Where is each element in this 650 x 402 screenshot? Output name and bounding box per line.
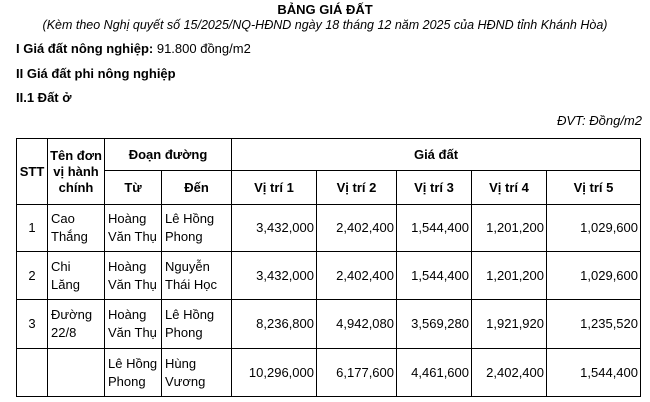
- cell-vi-tri-3: 4,461,600: [397, 349, 472, 397]
- header-vi-tri-3: Vị trí 3: [397, 171, 472, 205]
- cell-den: Hùng Vương: [162, 349, 232, 397]
- cell-tu: Lê Hồng Phong: [105, 349, 162, 397]
- cell-vi-tri-1: 3,432,000: [232, 252, 317, 300]
- header-den: Đến: [162, 171, 232, 205]
- cell-vi-tri-2: 6,177,600: [317, 349, 397, 397]
- cell-ten: [48, 349, 105, 397]
- cell-vi-tri-3: 1,544,400: [397, 205, 472, 252]
- cell-ten: Đường 22/8: [48, 300, 105, 349]
- table-row: [17, 349, 641, 397]
- header-ten-don-vi: Tên đơn vị hành chính: [48, 139, 105, 205]
- cell-stt: 1: [17, 205, 48, 252]
- header-gia-dat: Giá đất: [232, 139, 641, 171]
- cell-vi-tri-4: 1,921,920: [472, 300, 547, 349]
- table-row: [17, 300, 641, 349]
- section-1-value: 91.800 đồng/m2: [156, 41, 251, 56]
- header-vi-tri-2: Vị trí 2: [317, 171, 397, 205]
- header-vi-tri-4: Vị trí 4: [472, 171, 547, 205]
- header-stt: STT: [17, 139, 48, 205]
- cell-vi-tri-1: 8,236,800: [232, 300, 317, 349]
- section-non-agricultural-land: II Giá đất phi nông nghiệp: [16, 66, 176, 81]
- cell-vi-tri-1: 10,296,000: [232, 349, 317, 397]
- cell-ten: Chi Lăng: [48, 252, 105, 300]
- document-subtitle: (Kèm theo Nghị quyết số 15/2025/NQ-HĐND ngày 18 tháng 12 năm 2025 của HĐND tỉnh Khánh Hòa): [42, 18, 608, 32]
- cell-vi-tri-2: 2,402,400: [317, 252, 397, 300]
- header-vi-tri-5: Vị trí 5: [547, 171, 641, 205]
- cell-stt: 2: [17, 252, 48, 300]
- unit-label: ĐVT: Đồng/m2: [556, 113, 642, 128]
- cell-tu: Hoàng Văn Thụ: [105, 252, 162, 300]
- section-1-label: I Giá đất nông nghiệp:: [16, 41, 154, 56]
- land-price-table: [16, 138, 641, 397]
- header-doan-duong: Đoạn đường: [105, 139, 232, 171]
- cell-tu: Hoàng Văn Thụ: [105, 205, 162, 252]
- header-vi-tri-1: Vị trí 1: [232, 171, 317, 205]
- cell-vi-tri-3: 3,569,280: [397, 300, 472, 349]
- cell-vi-tri-3: 1,544,400: [397, 252, 472, 300]
- cell-den: Lê Hồng Phong: [162, 300, 232, 349]
- cell-vi-tri-4: 1,201,200: [472, 205, 547, 252]
- cell-vi-tri-5: 1,235,520: [547, 300, 641, 349]
- table-row: [17, 252, 641, 300]
- cell-den: Lê Hồng Phong: [162, 205, 232, 252]
- cell-den: Nguyễn Thái Học: [162, 252, 232, 300]
- cell-vi-tri-5: 1,029,600: [547, 205, 641, 252]
- cell-ten: Cao Thắng: [48, 205, 105, 252]
- cell-vi-tri-2: 2,402,400: [317, 205, 397, 252]
- cell-stt: 3: [17, 300, 48, 349]
- cell-vi-tri-4: 2,402,400: [472, 349, 547, 397]
- section-agricultural-land: [16, 41, 251, 56]
- document-title: BẢNG GIÁ ĐẤT: [277, 2, 373, 17]
- table-header-row-2: [17, 171, 641, 205]
- table-row: [17, 205, 641, 252]
- cell-tu: Hoàng Văn Thụ: [105, 300, 162, 349]
- cell-stt: [17, 349, 48, 397]
- cell-vi-tri-5: 1,544,400: [547, 349, 641, 397]
- section-residential-land: II.1 Đất ở: [16, 90, 72, 105]
- cell-vi-tri-5: 1,029,600: [547, 252, 641, 300]
- cell-vi-tri-1: 3,432,000: [232, 205, 317, 252]
- header-tu: Từ: [105, 171, 162, 205]
- cell-vi-tri-2: 4,942,080: [317, 300, 397, 349]
- cell-vi-tri-4: 1,201,200: [472, 252, 547, 300]
- table-header-row-1: [17, 139, 641, 171]
